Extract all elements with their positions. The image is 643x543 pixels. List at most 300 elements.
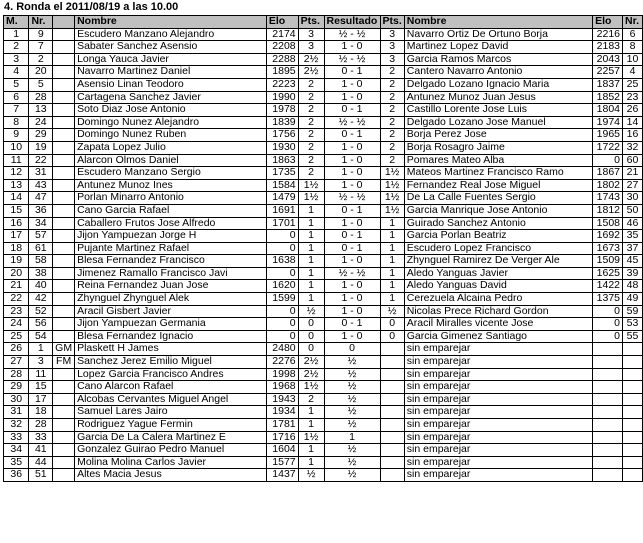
- black-number-cell: [623, 368, 643, 381]
- white-title-cell: [53, 393, 75, 406]
- white-name-cell: Lopez Garcia Francisco Andres: [75, 368, 267, 381]
- white-elo-cell: 2276: [266, 356, 298, 369]
- white-number-cell: 19: [29, 141, 53, 154]
- black-elo-cell: 1804: [593, 104, 623, 117]
- white-elo-cell: 0: [266, 242, 298, 255]
- table-number-cell: 6: [4, 91, 29, 104]
- black-elo-cell: 2043: [593, 53, 623, 66]
- white-name-cell: Cano Alarcon Rafael: [75, 381, 267, 394]
- black-name-cell: Garcia Ramos Marcos: [404, 53, 592, 66]
- white-points-cell: 1: [298, 456, 324, 469]
- white-number-cell: 13: [29, 104, 53, 117]
- black-elo-cell: 1974: [593, 116, 623, 129]
- black-name-cell: sin emparejar: [404, 356, 592, 369]
- white-number-cell: 43: [29, 179, 53, 192]
- black-points-cell: [380, 406, 404, 419]
- white-elo-cell: 1930: [266, 141, 298, 154]
- white-title-cell: [53, 129, 75, 142]
- white-title-cell: [53, 255, 75, 268]
- black-number-cell: [623, 419, 643, 432]
- white-number-cell: 2: [29, 53, 53, 66]
- white-number-cell: 54: [29, 330, 53, 343]
- black-number-cell: 39: [623, 267, 643, 280]
- white-elo-cell: 1839: [266, 116, 298, 129]
- white-number-cell: 5: [29, 78, 53, 91]
- result-cell: 0 - 1: [324, 318, 380, 331]
- table-row: [4, 293, 643, 306]
- white-number-cell: 51: [29, 469, 53, 482]
- black-points-cell: 1: [380, 230, 404, 243]
- black-name-cell: Aledo Yanguas Javier: [404, 267, 592, 280]
- header-black-number: Nr.: [623, 16, 643, 29]
- black-elo-cell: 2216: [593, 28, 623, 41]
- white-elo-cell: 1934: [266, 406, 298, 419]
- white-number-cell: 47: [29, 192, 53, 205]
- black-elo-cell: [593, 419, 623, 432]
- black-number-cell: 26: [623, 104, 643, 117]
- black-elo-cell: 2257: [593, 66, 623, 79]
- result-cell: 0 - 1: [324, 230, 380, 243]
- white-name-cell: Sanchez Jerez Emilio Miguel: [75, 356, 267, 369]
- white-points-cell: 2: [298, 78, 324, 91]
- white-elo-cell: 1691: [266, 204, 298, 217]
- result-cell: 1 - 0: [324, 91, 380, 104]
- result-cell: 1 - 0: [324, 154, 380, 167]
- header-black-elo: Elo: [593, 16, 623, 29]
- white-number-cell: 7: [29, 41, 53, 54]
- white-title-cell: [53, 91, 75, 104]
- white-number-cell: 28: [29, 419, 53, 432]
- white-title-cell: [53, 28, 75, 41]
- white-name-cell: Cano Garcia Rafael: [75, 204, 267, 217]
- table-row: [4, 456, 643, 469]
- table-number-cell: 25: [4, 330, 29, 343]
- table-number-cell: 23: [4, 305, 29, 318]
- table-number-cell: 18: [4, 242, 29, 255]
- white-name-cell: Asensio Linan Teodoro: [75, 78, 267, 91]
- white-title-cell: [53, 154, 75, 167]
- result-cell: 1 - 0: [324, 41, 380, 54]
- white-elo-cell: 1943: [266, 393, 298, 406]
- white-name-cell: Navarro Martinez Daniel: [75, 66, 267, 79]
- table-number-cell: 7: [4, 104, 29, 117]
- black-number-cell: 8: [623, 41, 643, 54]
- black-elo-cell: 1837: [593, 78, 623, 91]
- white-name-cell: Sabater Sanchez Asensio: [75, 41, 267, 54]
- table-number-cell: 28: [4, 368, 29, 381]
- white-elo-cell: 2174: [266, 28, 298, 41]
- white-elo-cell: 0: [266, 305, 298, 318]
- black-name-cell: Aledo Yanguas David: [404, 280, 592, 293]
- white-name-cell: Plaskett H James: [75, 343, 267, 356]
- white-number-cell: 41: [29, 444, 53, 457]
- black-name-cell: Borja Perez Jose: [404, 129, 592, 142]
- white-elo-cell: 2208: [266, 41, 298, 54]
- white-points-cell: 1: [298, 406, 324, 419]
- white-name-cell: Porlan Minarro Antonio: [75, 192, 267, 205]
- black-elo-cell: 1375: [593, 293, 623, 306]
- table-row: [4, 230, 643, 243]
- black-elo-cell: 1852: [593, 91, 623, 104]
- table-number-cell: 29: [4, 381, 29, 394]
- table-number-cell: 10: [4, 141, 29, 154]
- result-cell: ½ - ½: [324, 53, 380, 66]
- result-cell: ½: [324, 444, 380, 457]
- black-name-cell: Zhynguel Ramirez De Verger Ale: [404, 255, 592, 268]
- white-name-cell: Gonzalez Guirao Pedro Manuel: [75, 444, 267, 457]
- white-title-cell: [53, 116, 75, 129]
- result-cell: ½: [324, 456, 380, 469]
- black-name-cell: Castillo Lorente Jose Luis: [404, 104, 592, 117]
- black-points-cell: 1: [380, 293, 404, 306]
- black-number-cell: 27: [623, 179, 643, 192]
- table-row: [4, 469, 643, 482]
- black-number-cell: 23: [623, 91, 643, 104]
- black-name-cell: Cerezuela Alcaina Pedro: [404, 293, 592, 306]
- white-points-cell: 1: [298, 267, 324, 280]
- black-points-cell: [380, 393, 404, 406]
- table-row: [4, 318, 643, 331]
- black-number-cell: 25: [623, 78, 643, 91]
- result-cell: 0 - 1: [324, 204, 380, 217]
- table-row: [4, 167, 643, 180]
- header-white-number: Nr.: [29, 16, 53, 29]
- black-name-cell: De La Calle Fuentes Sergio: [404, 192, 592, 205]
- table-number-cell: 13: [4, 179, 29, 192]
- header-black-points: Pts.: [380, 16, 404, 29]
- white-elo-cell: 2288: [266, 53, 298, 66]
- black-points-cell: 1: [380, 280, 404, 293]
- black-number-cell: 59: [623, 305, 643, 318]
- black-name-cell: Mateos Martinez Francisco Ramo: [404, 167, 592, 180]
- white-points-cell: ½: [298, 469, 324, 482]
- black-number-cell: [623, 444, 643, 457]
- black-elo-cell: 1692: [593, 230, 623, 243]
- result-cell: 1 - 0: [324, 141, 380, 154]
- white-number-cell: 24: [29, 116, 53, 129]
- table-row: [4, 129, 643, 142]
- result-cell: 1 - 0: [324, 255, 380, 268]
- table-row: [4, 28, 643, 41]
- black-number-cell: 16: [623, 129, 643, 142]
- white-title-cell: [53, 419, 75, 432]
- white-name-cell: Antunez Munoz Ines: [75, 179, 267, 192]
- black-elo-cell: 1625: [593, 267, 623, 280]
- white-points-cell: 1: [298, 419, 324, 432]
- black-number-cell: 30: [623, 192, 643, 205]
- table-number-cell: 20: [4, 267, 29, 280]
- table-row: [4, 343, 643, 356]
- pairings-body: [4, 28, 643, 481]
- white-elo-cell: 1735: [266, 167, 298, 180]
- white-title-cell: [53, 293, 75, 306]
- table-number-cell: 27: [4, 356, 29, 369]
- white-points-cell: 1: [298, 255, 324, 268]
- result-cell: 1 - 0: [324, 167, 380, 180]
- black-points-cell: 2: [380, 129, 404, 142]
- black-elo-cell: [593, 381, 623, 394]
- white-number-cell: 40: [29, 280, 53, 293]
- white-title-cell: [53, 318, 75, 331]
- black-elo-cell: [593, 431, 623, 444]
- white-name-cell: Zapata Lopez Julio: [75, 141, 267, 154]
- white-elo-cell: 1701: [266, 217, 298, 230]
- black-points-cell: 3: [380, 41, 404, 54]
- result-cell: 1 - 0: [324, 305, 380, 318]
- result-cell: 1 - 0: [324, 78, 380, 91]
- black-points-cell: 1: [380, 242, 404, 255]
- white-name-cell: Blesa Fernandez Ignacio: [75, 330, 267, 343]
- table-row: [4, 444, 643, 457]
- table-row: [4, 179, 643, 192]
- white-title-cell: [53, 444, 75, 457]
- white-title-cell: [53, 230, 75, 243]
- white-title-cell: [53, 104, 75, 117]
- table-number-cell: 24: [4, 318, 29, 331]
- header-black-name: Nombre: [404, 16, 592, 29]
- black-points-cell: [380, 419, 404, 432]
- black-elo-cell: [593, 444, 623, 457]
- black-number-cell: [623, 356, 643, 369]
- black-points-cell: 1: [380, 217, 404, 230]
- result-cell: 1 - 0: [324, 330, 380, 343]
- white-number-cell: 31: [29, 167, 53, 180]
- table-row: [4, 242, 643, 255]
- result-cell: ½: [324, 381, 380, 394]
- white-title-cell: [53, 456, 75, 469]
- table-row: [4, 267, 643, 280]
- black-name-cell: sin emparejar: [404, 343, 592, 356]
- white-number-cell: 17: [29, 393, 53, 406]
- white-name-cell: Garcia De La Calera Martinez E: [75, 431, 267, 444]
- white-points-cell: ½: [298, 305, 324, 318]
- white-title-cell: [53, 406, 75, 419]
- black-elo-cell: [593, 343, 623, 356]
- table-row: [4, 305, 643, 318]
- white-elo-cell: 1756: [266, 129, 298, 142]
- black-points-cell: [380, 356, 404, 369]
- white-points-cell: 3: [298, 28, 324, 41]
- white-elo-cell: 1716: [266, 431, 298, 444]
- black-points-cell: 1½: [380, 179, 404, 192]
- white-name-cell: Zhynguel Zhynguel Alek: [75, 293, 267, 306]
- white-title-cell: [53, 141, 75, 154]
- white-elo-cell: 1895: [266, 66, 298, 79]
- white-number-cell: 28: [29, 91, 53, 104]
- white-number-cell: 44: [29, 456, 53, 469]
- black-number-cell: 32: [623, 141, 643, 154]
- white-title-cell: [53, 242, 75, 255]
- black-elo-cell: 0: [593, 305, 623, 318]
- table-number-cell: 1: [4, 28, 29, 41]
- black-name-cell: Fernandez Real Jose Miguel: [404, 179, 592, 192]
- white-points-cell: 1½: [298, 179, 324, 192]
- white-name-cell: Aracil Gisbert Javier: [75, 305, 267, 318]
- black-name-cell: sin emparejar: [404, 393, 592, 406]
- black-elo-cell: 1802: [593, 179, 623, 192]
- black-points-cell: 1½: [380, 167, 404, 180]
- black-name-cell: sin emparejar: [404, 456, 592, 469]
- black-points-cell: 0: [380, 330, 404, 343]
- white-elo-cell: 1437: [266, 469, 298, 482]
- white-points-cell: 1: [298, 242, 324, 255]
- white-elo-cell: 1577: [266, 456, 298, 469]
- white-name-cell: Jimenez Ramallo Francisco Javi: [75, 267, 267, 280]
- black-name-cell: sin emparejar: [404, 419, 592, 432]
- black-points-cell: [380, 456, 404, 469]
- black-elo-cell: 1673: [593, 242, 623, 255]
- white-elo-cell: 0: [266, 330, 298, 343]
- black-number-cell: 37: [623, 242, 643, 255]
- white-elo-cell: 0: [266, 318, 298, 331]
- black-points-cell: 0: [380, 318, 404, 331]
- table-row: [4, 406, 643, 419]
- black-number-cell: 14: [623, 116, 643, 129]
- black-number-cell: 45: [623, 255, 643, 268]
- black-name-cell: Antunez Munoz Juan Jesus: [404, 91, 592, 104]
- result-cell: ½: [324, 368, 380, 381]
- white-points-cell: 0: [298, 318, 324, 331]
- white-elo-cell: 2223: [266, 78, 298, 91]
- black-elo-cell: [593, 469, 623, 482]
- table-row: [4, 141, 643, 154]
- white-name-cell: Domingo Nunez Alejandro: [75, 116, 267, 129]
- white-points-cell: 2: [298, 116, 324, 129]
- result-cell: ½: [324, 469, 380, 482]
- table-row: [4, 368, 643, 381]
- black-points-cell: [380, 381, 404, 394]
- white-elo-cell: 1584: [266, 179, 298, 192]
- white-elo-cell: 1638: [266, 255, 298, 268]
- table-row: [4, 419, 643, 432]
- table-number-cell: 17: [4, 230, 29, 243]
- white-points-cell: 2½: [298, 53, 324, 66]
- black-number-cell: 6: [623, 28, 643, 41]
- table-number-cell: 12: [4, 167, 29, 180]
- white-points-cell: 1: [298, 204, 324, 217]
- white-title-cell: [53, 78, 75, 91]
- white-number-cell: 61: [29, 242, 53, 255]
- result-cell: ½: [324, 419, 380, 432]
- table-number-cell: 9: [4, 129, 29, 142]
- white-points-cell: 1: [298, 230, 324, 243]
- black-name-cell: sin emparejar: [404, 368, 592, 381]
- white-number-cell: 22: [29, 154, 53, 167]
- header-row: [4, 16, 643, 29]
- result-cell: 0: [324, 343, 380, 356]
- white-name-cell: Escudero Manzano Alejandro: [75, 28, 267, 41]
- white-name-cell: Soto Diaz Jose Antonio: [75, 104, 267, 117]
- black-points-cell: 2: [380, 91, 404, 104]
- header-white-title: [53, 16, 75, 29]
- table-number-cell: 22: [4, 293, 29, 306]
- table-number-cell: 36: [4, 469, 29, 482]
- white-points-cell: 0: [298, 343, 324, 356]
- table-row: [4, 154, 643, 167]
- white-elo-cell: 1620: [266, 280, 298, 293]
- white-name-cell: Molina Molina Carlos Javier: [75, 456, 267, 469]
- round-title: 4. Ronda el 2011/08/19 a las 10.00: [4, 1, 179, 13]
- white-elo-cell: 1599: [266, 293, 298, 306]
- black-name-cell: Nicolas Prece Richard Gordon: [404, 305, 592, 318]
- result-cell: ½: [324, 406, 380, 419]
- table-row: [4, 192, 643, 205]
- table-row: [4, 66, 643, 79]
- black-points-cell: 3: [380, 53, 404, 66]
- white-points-cell: 2½: [298, 368, 324, 381]
- table-row: [4, 330, 643, 343]
- result-cell: 0 - 1: [324, 129, 380, 142]
- white-name-cell: Samuel Lares Jairo: [75, 406, 267, 419]
- black-elo-cell: 1508: [593, 217, 623, 230]
- black-points-cell: 2: [380, 78, 404, 91]
- black-name-cell: Guirado Sanchez Antonio: [404, 217, 592, 230]
- white-title-cell: [53, 66, 75, 79]
- black-number-cell: [623, 456, 643, 469]
- white-elo-cell: 0: [266, 230, 298, 243]
- white-number-cell: 3: [29, 356, 53, 369]
- white-title-cell: [53, 280, 75, 293]
- black-name-cell: sin emparejar: [404, 381, 592, 394]
- black-points-cell: [380, 343, 404, 356]
- black-number-cell: 60: [623, 154, 643, 167]
- white-number-cell: 33: [29, 431, 53, 444]
- header-white-points: Pts.: [298, 16, 324, 29]
- black-elo-cell: 0: [593, 154, 623, 167]
- black-number-cell: 55: [623, 330, 643, 343]
- table-row: [4, 91, 643, 104]
- black-number-cell: [623, 406, 643, 419]
- white-name-cell: Domingo Nunez Ruben: [75, 129, 267, 142]
- black-name-cell: sin emparejar: [404, 469, 592, 482]
- white-name-cell: Caballero Frutos Jose Alfredo: [75, 217, 267, 230]
- white-title-cell: [53, 217, 75, 230]
- table-row: [4, 78, 643, 91]
- table-number-cell: 19: [4, 255, 29, 268]
- white-number-cell: 11: [29, 368, 53, 381]
- black-points-cell: ½: [380, 305, 404, 318]
- white-points-cell: 2: [298, 167, 324, 180]
- white-number-cell: 9: [29, 28, 53, 41]
- black-points-cell: 2: [380, 141, 404, 154]
- black-number-cell: 4: [623, 66, 643, 79]
- table-row: [4, 217, 643, 230]
- white-title-cell: [53, 179, 75, 192]
- black-points-cell: [380, 469, 404, 482]
- result-cell: ½: [324, 356, 380, 369]
- white-name-cell: Longa Yauca Javier: [75, 53, 267, 66]
- black-elo-cell: [593, 406, 623, 419]
- white-name-cell: Altes Macia Jesus: [75, 469, 267, 482]
- white-name-cell: Jijon Yampuezan Germania: [75, 318, 267, 331]
- white-points-cell: 1½: [298, 431, 324, 444]
- table-row: [4, 53, 643, 66]
- white-elo-cell: 0: [266, 267, 298, 280]
- black-points-cell: 2: [380, 104, 404, 117]
- white-title-cell: FM: [53, 356, 75, 369]
- black-points-cell: 1½: [380, 204, 404, 217]
- black-elo-cell: 1743: [593, 192, 623, 205]
- white-title-cell: [53, 192, 75, 205]
- white-points-cell: 1: [298, 280, 324, 293]
- black-number-cell: [623, 343, 643, 356]
- table-number-cell: 34: [4, 444, 29, 457]
- black-points-cell: [380, 368, 404, 381]
- white-title-cell: GM: [53, 343, 75, 356]
- white-points-cell: 2: [298, 91, 324, 104]
- white-number-cell: 52: [29, 305, 53, 318]
- table-row: [4, 356, 643, 369]
